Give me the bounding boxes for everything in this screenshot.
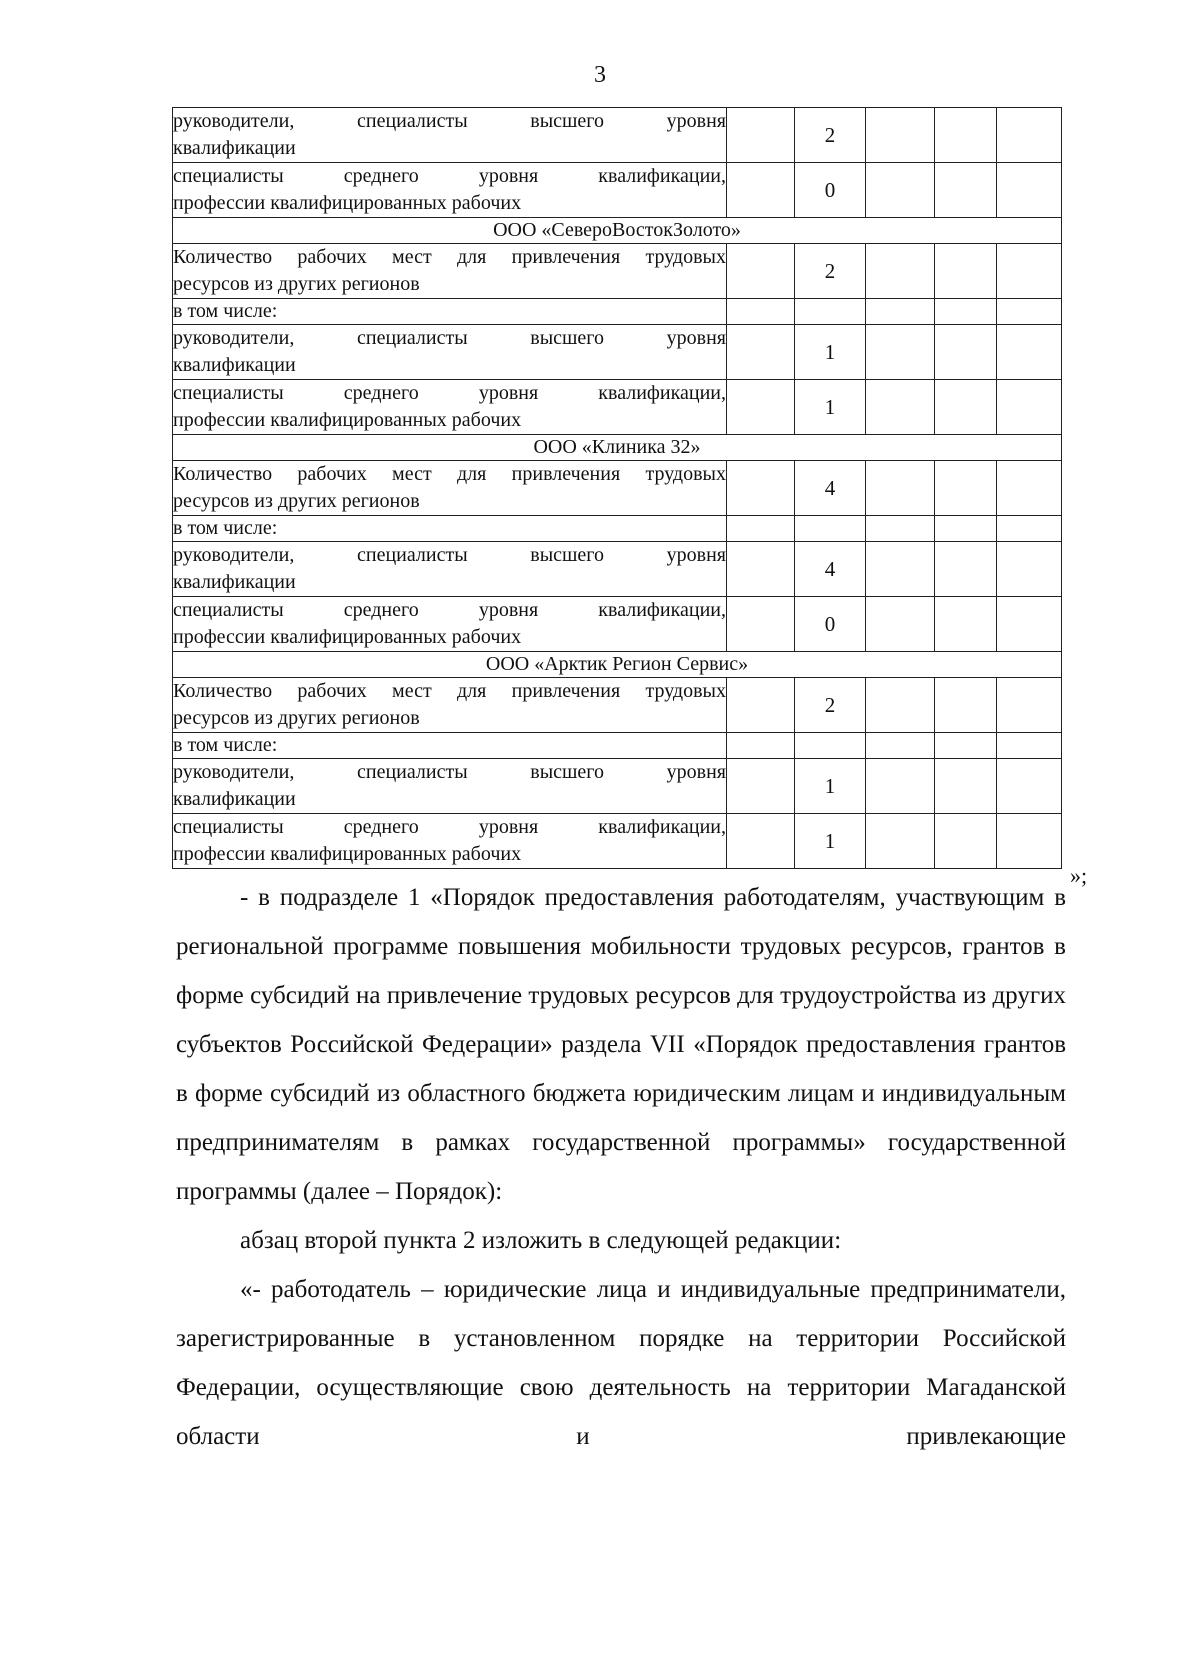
row-label bbox=[173, 325, 727, 380]
row-label-line-1: Количество рабочих мест для привлечения трудовых bbox=[173, 246, 726, 268]
empty-cell bbox=[866, 163, 935, 218]
empty-cell bbox=[935, 678, 997, 733]
row-label-line-2: ресурсов из других регионов bbox=[173, 273, 420, 295]
table-row bbox=[173, 733, 1062, 759]
empty-cell bbox=[997, 380, 1062, 435]
empty-cell bbox=[997, 759, 1062, 814]
row-label-line-1: руководители, специалисты высшего уровня bbox=[173, 110, 726, 132]
empty-cell bbox=[997, 733, 1062, 759]
table-closing-quote: »; bbox=[1070, 863, 1088, 888]
row-label bbox=[173, 597, 727, 652]
empty-cell bbox=[727, 461, 795, 516]
table-row bbox=[173, 244, 1062, 299]
row-label bbox=[173, 244, 727, 299]
page-number: 3 bbox=[594, 62, 606, 88]
empty-cell bbox=[727, 108, 795, 163]
table-row bbox=[173, 108, 1062, 163]
table-row bbox=[173, 163, 1062, 218]
empty-cell bbox=[935, 733, 997, 759]
empty-cell bbox=[727, 163, 795, 218]
empty-cell bbox=[727, 678, 795, 733]
empty-cell bbox=[997, 325, 1062, 380]
empty-cell bbox=[935, 244, 997, 299]
value-cell: 1 bbox=[795, 380, 866, 435]
empty-cell bbox=[935, 325, 997, 380]
row-label: в том числе: bbox=[173, 516, 727, 542]
empty-cell bbox=[997, 163, 1062, 218]
empty-cell bbox=[997, 516, 1062, 542]
empty-cell bbox=[866, 678, 935, 733]
empty-cell bbox=[997, 461, 1062, 516]
row-label-line-1: специалисты среднего уровня квалификации, bbox=[173, 816, 726, 838]
empty-cell bbox=[866, 108, 935, 163]
empty-cell bbox=[997, 814, 1062, 869]
table-row bbox=[173, 325, 1062, 380]
empty-cell bbox=[866, 814, 935, 869]
empty-cell bbox=[997, 244, 1062, 299]
table-row bbox=[173, 678, 1062, 733]
empty-cell bbox=[997, 678, 1062, 733]
value-cell: 2 bbox=[795, 678, 866, 733]
table-row bbox=[173, 435, 1062, 461]
row-label-line-1: руководители, специалисты высшего уровня bbox=[173, 544, 726, 566]
row-label-line-2: профессии квалифицированных рабочих bbox=[173, 409, 522, 431]
empty-cell bbox=[935, 108, 997, 163]
table-row bbox=[173, 299, 1062, 325]
value-cell: 0 bbox=[795, 597, 866, 652]
value-cell: 1 bbox=[795, 325, 866, 380]
table-row bbox=[173, 542, 1062, 597]
row-label bbox=[173, 814, 727, 869]
value-cell: 2 bbox=[795, 108, 866, 163]
row-label-line-1: Количество рабочих мест для привлечения трудовых bbox=[173, 680, 726, 702]
table-row bbox=[173, 814, 1062, 869]
empty-cell bbox=[935, 597, 997, 652]
empty-cell bbox=[935, 299, 997, 325]
employment-table bbox=[172, 107, 1062, 869]
table-row bbox=[173, 652, 1062, 678]
organization-name: ООО «Арктик Регион Сервис» bbox=[173, 652, 1062, 678]
row-label-line-2: профессии квалифицированных рабочих bbox=[173, 843, 522, 865]
amendment-text bbox=[176, 873, 1066, 1461]
value-cell bbox=[795, 733, 866, 759]
row-label-line-2: квалификации bbox=[173, 354, 296, 376]
row-label-line-2: ресурсов из других регионов bbox=[173, 490, 420, 512]
empty-cell bbox=[727, 299, 795, 325]
row-label bbox=[173, 678, 727, 733]
empty-cell bbox=[727, 597, 795, 652]
empty-cell bbox=[727, 380, 795, 435]
row-label-line-2: квалификации bbox=[173, 137, 296, 159]
row-label-line-1: руководители, специалисты высшего уровня bbox=[173, 761, 726, 783]
value-cell: 1 bbox=[795, 814, 866, 869]
empty-cell bbox=[866, 516, 935, 542]
value-cell: 2 bbox=[795, 244, 866, 299]
row-label: в том числе: bbox=[173, 299, 727, 325]
empty-cell bbox=[935, 380, 997, 435]
row-label-line-1: специалисты среднего уровня квалификации, bbox=[173, 165, 726, 187]
empty-cell bbox=[727, 542, 795, 597]
empty-cell bbox=[866, 380, 935, 435]
empty-cell bbox=[727, 733, 795, 759]
empty-cell bbox=[727, 244, 795, 299]
table-row bbox=[173, 380, 1062, 435]
empty-cell bbox=[935, 163, 997, 218]
empty-cell bbox=[727, 814, 795, 869]
value-cell: 1 bbox=[795, 759, 866, 814]
empty-cell bbox=[997, 108, 1062, 163]
table-row bbox=[173, 461, 1062, 516]
value-cell bbox=[795, 299, 866, 325]
empty-cell bbox=[997, 542, 1062, 597]
empty-cell bbox=[727, 759, 795, 814]
empty-cell bbox=[997, 597, 1062, 652]
empty-cell bbox=[997, 299, 1062, 325]
table-row bbox=[173, 218, 1062, 244]
paragraph-definition: «- работодатель – юридические лица и индивидуальные предприниматели, зарегистрированные в установленном порядке на территории Российской Федерации, осуществляющие свою деятельность на территории Магаданской области и привлекающие bbox=[176, 1276, 1066, 1450]
empty-cell bbox=[935, 542, 997, 597]
row-label: в том числе: bbox=[173, 733, 727, 759]
empty-cell bbox=[866, 597, 935, 652]
value-cell: 4 bbox=[795, 461, 866, 516]
empty-cell bbox=[727, 325, 795, 380]
empty-cell bbox=[935, 461, 997, 516]
row-label-line-1: специалисты среднего уровня квалификации, bbox=[173, 599, 726, 621]
row-label-line-1: Количество рабочих мест для привлечения трудовых bbox=[173, 463, 726, 485]
organization-name: ООО «СевероВостокЗолото» bbox=[173, 218, 1062, 244]
value-cell bbox=[795, 516, 866, 542]
row-label-line-2: квалификации bbox=[173, 571, 296, 593]
empty-cell bbox=[866, 244, 935, 299]
empty-cell bbox=[727, 516, 795, 542]
paragraph-subsection: - в подразделе 1 «Порядок предоставления работодателям, участвующим в региональной программе повышения мобильности трудовых ресурсов, грантов в форме субсидий на привлечение трудовых ресурсов для трудоустройства из других субъектов Российской Федерации» раздела VII «Порядок предоставления грантов в форме субсидий из областного бюджета юридическим лицам и индивидуальным предпринимателям в рамках государственной программы» государственной программы (далее – Порядок): bbox=[176, 884, 1066, 1205]
row-label-line-1: специалисты среднего уровня квалификации, bbox=[173, 382, 726, 404]
empty-cell bbox=[866, 759, 935, 814]
paragraph-instruction: абзац второй пункта 2 изложить в следующей редакции: bbox=[240, 1227, 842, 1254]
row-label bbox=[173, 461, 727, 516]
row-label bbox=[173, 108, 727, 163]
row-label bbox=[173, 759, 727, 814]
value-cell: 4 bbox=[795, 542, 866, 597]
table-row bbox=[173, 597, 1062, 652]
empty-cell bbox=[935, 814, 997, 869]
table-row bbox=[173, 516, 1062, 542]
empty-cell bbox=[866, 733, 935, 759]
row-label-line-1: руководители, специалисты высшего уровня bbox=[173, 327, 726, 349]
row-label-line-2: профессии квалифицированных рабочих bbox=[173, 626, 522, 648]
row-label bbox=[173, 163, 727, 218]
row-label-line-2: квалификации bbox=[173, 788, 296, 810]
empty-cell bbox=[935, 759, 997, 814]
empty-cell bbox=[866, 299, 935, 325]
row-label bbox=[173, 380, 727, 435]
row-label-line-2: профессии квалифицированных рабочих bbox=[173, 192, 522, 214]
table-row bbox=[173, 759, 1062, 814]
row-label-line-2: ресурсов из других регионов bbox=[173, 707, 420, 729]
value-cell: 0 bbox=[795, 163, 866, 218]
empty-cell bbox=[935, 516, 997, 542]
row-label bbox=[173, 542, 727, 597]
organization-name: ООО «Клиника 32» bbox=[173, 435, 1062, 461]
empty-cell bbox=[866, 325, 935, 380]
empty-cell bbox=[866, 542, 935, 597]
empty-cell bbox=[866, 461, 935, 516]
